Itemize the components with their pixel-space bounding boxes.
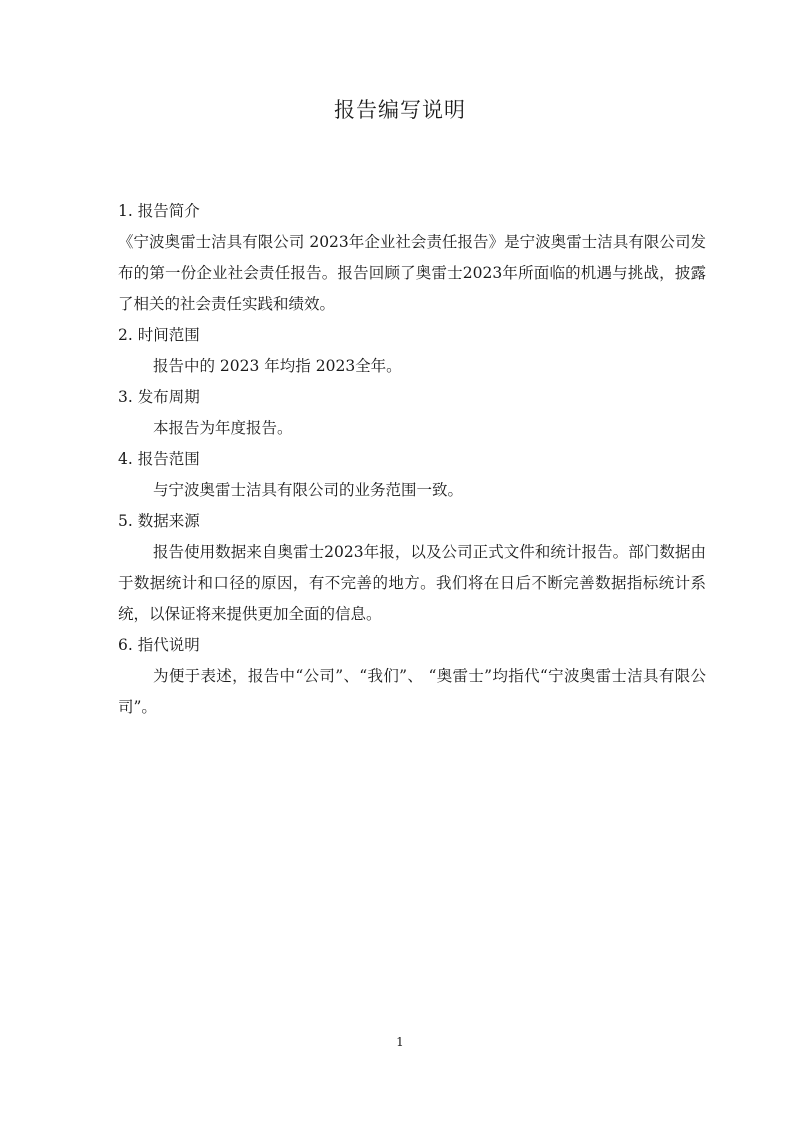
section-paragraph: 报告使用数据来自奥雷士2023年报，以及公司正式文件和统计报告。部门数据由于数据统计和口径的原因，有不完善的地方。我们将在日后不断完善数据指标统计系统，以保证将来提供更加全面的信息。 <box>118 543 706 623</box>
section-reference-note <box>118 630 706 723</box>
section-heading: 2. 时间范围 <box>118 326 200 344</box>
section-paragraph: 报告中的 2023 年均指 2023全年。 <box>153 357 402 375</box>
section-heading: 1. 报告简介 <box>118 202 200 220</box>
page-title: 报告编写说明 <box>334 98 466 122</box>
section-time-range <box>118 320 706 382</box>
section-release-cycle <box>118 382 706 444</box>
section-heading: 3. 发布周期 <box>118 388 200 406</box>
section-report-intro <box>118 196 706 320</box>
section-paragraph: 为便于表述，报告中“公司”、“我们”、 “奥雷士”均指代“宁波奥雷士洁具有限公司”。 <box>118 667 706 716</box>
section-paragraph: 《宁波奥雷士洁具有限公司 2023年企业社会责任报告》是宁波奥雷士洁具有限公司发布的第一份企业社会责任报告。报告回顾了奥雷士2023年所面临的机遇与挑战，披露了相关的社会责任实践和绩效。 <box>118 233 706 313</box>
section-report-scope <box>118 444 706 506</box>
section-heading: 6. 指代说明 <box>118 636 200 654</box>
page-number: 1 <box>396 1035 404 1049</box>
section-heading: 5. 数据来源 <box>118 512 200 530</box>
section-paragraph: 与宁波奥雷士洁具有限公司的业务范围一致。 <box>153 481 464 499</box>
section-heading: 4. 报告范围 <box>118 450 200 468</box>
section-data-source <box>118 506 706 630</box>
document-body <box>118 196 706 723</box>
section-paragraph: 本报告为年度报告。 <box>153 419 293 437</box>
